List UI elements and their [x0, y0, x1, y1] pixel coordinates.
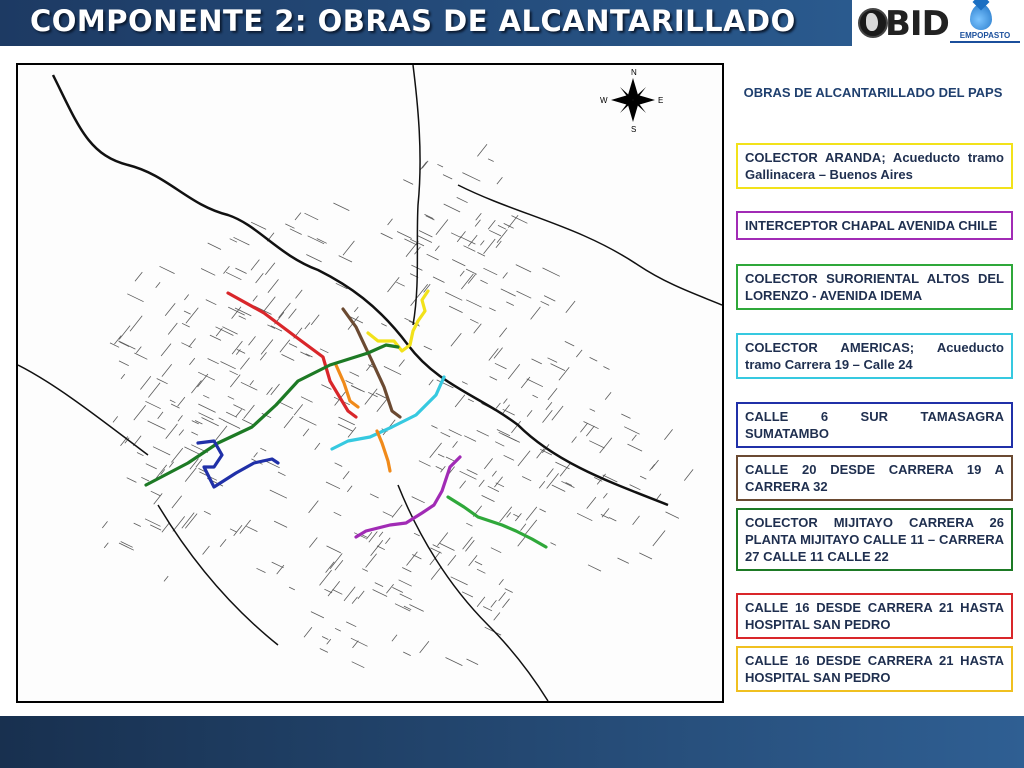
map-canvas: [18, 65, 722, 701]
legend-item: CALLE 16 DESDE CARRERA 21 HASTA HOSPITAL SAN PEDRO: [736, 646, 1013, 692]
west-road: [18, 365, 148, 455]
sewer-routes: [146, 291, 546, 547]
compass-south-label: S: [631, 125, 637, 134]
legend-item: COLECTOR MIJITAYO CARRERA 26 PLANTA MIJITAYO CALLE 11 – CARRERA 27 CALLE 11 CALLE 22: [736, 508, 1013, 571]
compass-east-label: E: [658, 96, 664, 105]
compass-north-label: N: [631, 68, 637, 77]
southwest-road: [158, 505, 278, 645]
legend-item: CALLE 16 DESDE CARRERA 21 HASTA HOSPITAL SAN PEDRO: [736, 593, 1013, 639]
legend-item: CALLE 6 SUR TAMASAGRA SUMATAMBO: [736, 402, 1013, 448]
river-road: [53, 75, 668, 505]
bid-logo-text: BID: [885, 4, 949, 44]
yellow-route: [368, 291, 428, 351]
empopasto-underline: [950, 41, 1020, 43]
light-orange-route: [377, 431, 390, 471]
water-drop-icon: [970, 4, 992, 30]
title-banner: [0, 0, 852, 46]
legend-item: COLECTOR ARANDA; Acueducto tramo Gallinacera – Buenos Aires: [736, 143, 1013, 189]
north-road: [413, 65, 420, 325]
legend-heading: OBRAS DE ALCANTARILLADO DEL PAPS: [743, 85, 1003, 100]
light-green-route: [448, 497, 546, 547]
orange-route: [336, 365, 358, 407]
compass-rose-icon: [600, 68, 663, 134]
globe-icon: [858, 8, 888, 38]
legend-item: INTERCEPTOR CHAPAL AVENIDA CHILE: [736, 211, 1013, 240]
page-title: COMPONENTE 2: OBRAS DE ALCANTARILLADO: [30, 4, 796, 38]
main-roads: [18, 65, 722, 701]
legend-item: COLECTOR AMERICAS; Acueducto tramo Carrera 19 – Calle 24: [736, 333, 1013, 379]
south-road: [398, 485, 548, 701]
footer-bar: [0, 716, 1024, 768]
street-grid: [102, 144, 693, 667]
bid-logo: [854, 4, 949, 46]
legend-item: COLECTOR SURORIENTAL ALTOS DEL LORENZO - AVENIDA IDEMA: [736, 264, 1013, 310]
legend-item: CALLE 20 DESDE CARRERA 19 A CARRERA 32: [736, 455, 1013, 501]
compass-west-label: W: [600, 96, 608, 105]
empopasto-logo-text: EMPOPASTO: [959, 31, 1011, 40]
east-road: [458, 185, 722, 305]
city-map: [16, 63, 724, 703]
purple-route: [356, 457, 460, 537]
empopasto-logo: [950, 2, 1020, 48]
